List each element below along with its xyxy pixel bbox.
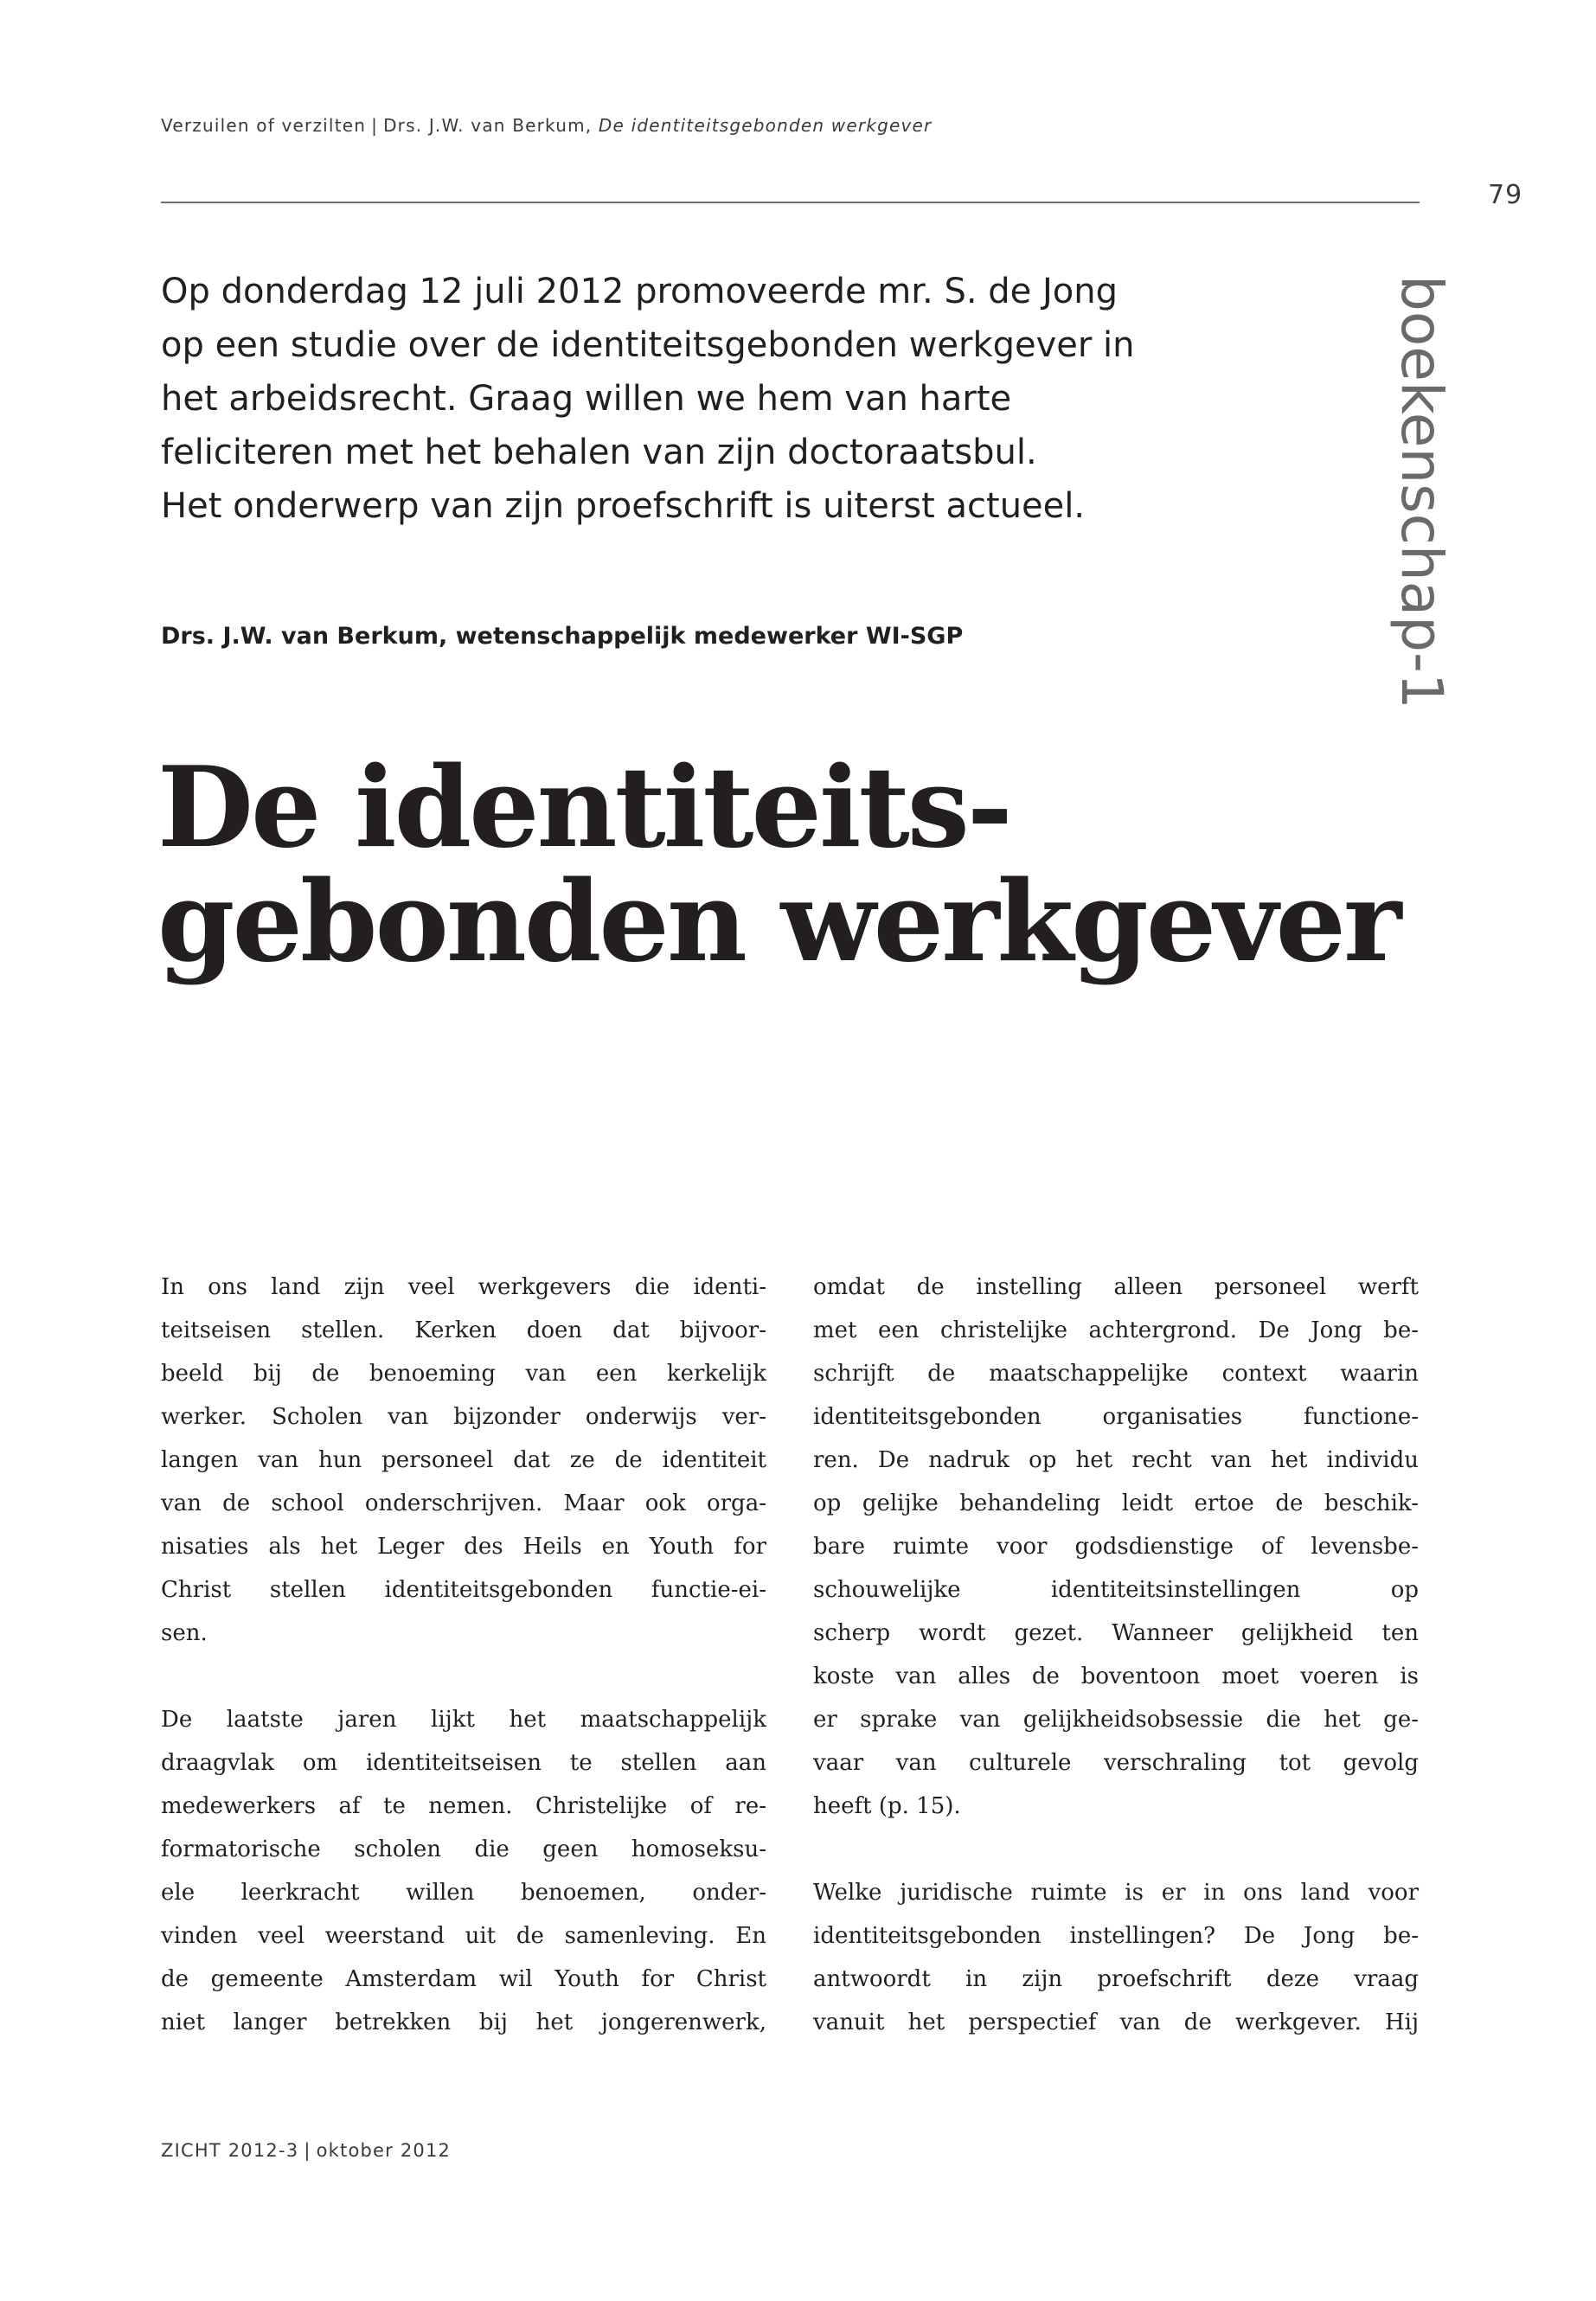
body-line: op gelijke behandeling leidt ertoe de beschik- (813, 1490, 1419, 1516)
title-line: gebonden werkgever (157, 857, 1400, 987)
running-head (161, 115, 932, 136)
body-line: De laatste jaren lijkt het maatschappelijk (161, 1707, 766, 1733)
running-head-author: Drs. J.W. van Berkum, (383, 115, 593, 136)
page-number: 79 (1488, 180, 1523, 210)
body-line: draagvlak om identiteitseisen te stellen aan (161, 1750, 766, 1776)
body-line: heeft (p. 15). (813, 1793, 961, 1819)
body-line: schrijft de maatschappelijke context waarin (813, 1361, 1419, 1387)
body-line: er sprake van gelijkheidsobsessie die het ge- (813, 1707, 1419, 1733)
lead-line: feliciteren met het behalen van zijn doctoraatsbul. (161, 433, 1037, 472)
running-head-article-title: De identiteitsgebonden werkgever (598, 115, 933, 136)
article-title (157, 743, 1412, 987)
body-line: Welke juridische ruimte is er in ons land voor (813, 1880, 1419, 1906)
body-line: teitseisen stellen. Kerken doen dat bijvoor- (161, 1317, 766, 1343)
body-line: omdat de instelling alleen personeel werft (813, 1274, 1419, 1300)
header-rule (161, 202, 1420, 203)
body-line: langen van hun personeel dat ze de identiteit (161, 1447, 766, 1473)
body-line: identiteitsgebonden organisaties functione- (813, 1404, 1419, 1430)
body-line: met een christelijke achtergrond. De Jong be- (813, 1317, 1419, 1343)
body-line: vanuit het perspectief van de werkgever. Hij (813, 2009, 1419, 2035)
footer-journal: ZICHT 2012-3 (161, 2140, 299, 2161)
body-line: Christ stellen identiteitsgebonden functie-ei- (161, 1577, 766, 1603)
body-line: nisaties als het Leger des Heils en Youth for (161, 1534, 766, 1560)
lead-line: Op donderdag 12 juli 2012 promoveerde mr. S. de Jong (161, 272, 1118, 311)
footer-date: oktober 2012 (316, 2140, 452, 2161)
body-line: bare ruimte voor godsdienstige of levensbe- (813, 1534, 1419, 1560)
title-line: De identiteits- (157, 743, 1010, 873)
body-column-right (813, 1266, 1419, 2044)
lead-line: Het onderwerp van zijn proefschrift is uiterst actueel. (161, 486, 1086, 526)
body-line: van de school onderschrijven. Maar ook orga- (161, 1490, 766, 1516)
body-line: medewerkers af te nemen. Christelijke of re- (161, 1793, 766, 1819)
body-line: de gemeente Amsterdam wil Youth for Christ (161, 1966, 766, 1992)
page-footer (161, 2140, 451, 2161)
body-line: ren. De nadruk op het recht van het individu (813, 1447, 1419, 1473)
body-line: beeld bij de benoeming van een kerkelijk (161, 1361, 766, 1387)
lead-line: het arbeidsrecht. Graag willen we hem van harte (161, 379, 1012, 419)
body-line: ele leerkracht willen benoemen, onder- (161, 1880, 766, 1906)
body-line: scherp wordt gezet. Wanneer gelijkheid ten (813, 1620, 1419, 1646)
section-label: boekenschap-1 (1388, 275, 1455, 709)
body-line: schouwelijke identiteitsinstellingen op (813, 1577, 1419, 1603)
running-head-separator: | (371, 115, 379, 136)
body-line: antwoordt in zijn proefschrift deze vraag (813, 1966, 1419, 1992)
body-line: identiteitsgebonden instellingen? De Jong be- (813, 1923, 1419, 1949)
body-line: In ons land zijn veel werkgevers die identi- (161, 1274, 766, 1300)
body-line: vinden veel weerstand uit de samenleving. En (161, 1923, 766, 1949)
paragraph-gap (813, 1828, 1419, 1871)
body-line: sen. (161, 1620, 208, 1646)
paragraph-gap (161, 1655, 766, 1698)
author-byline: Drs. J.W. van Berkum, wetenschappelijk medewerker WI-SGP (161, 623, 964, 650)
body-line: koste van alles de boventoon moet voeren is (813, 1663, 1419, 1689)
running-head-section: Verzuilen of verzilten (161, 115, 367, 136)
body-line: niet langer betrekken bij het jongerenwerk, (161, 2009, 766, 2035)
body-line: werker. Scholen van bijzonder onderwijs ver- (161, 1404, 766, 1430)
lead-line: op een studie over de identiteitsgebonden werkgever in (161, 325, 1135, 365)
footer-separator: | (304, 2140, 311, 2161)
body-line: formatorische scholen die geen homoseksu- (161, 1836, 766, 1862)
body-line: vaar van culturele verschraling tot gevolg (813, 1750, 1419, 1776)
lead-paragraph (161, 265, 1372, 533)
body-column-left (161, 1266, 766, 2044)
